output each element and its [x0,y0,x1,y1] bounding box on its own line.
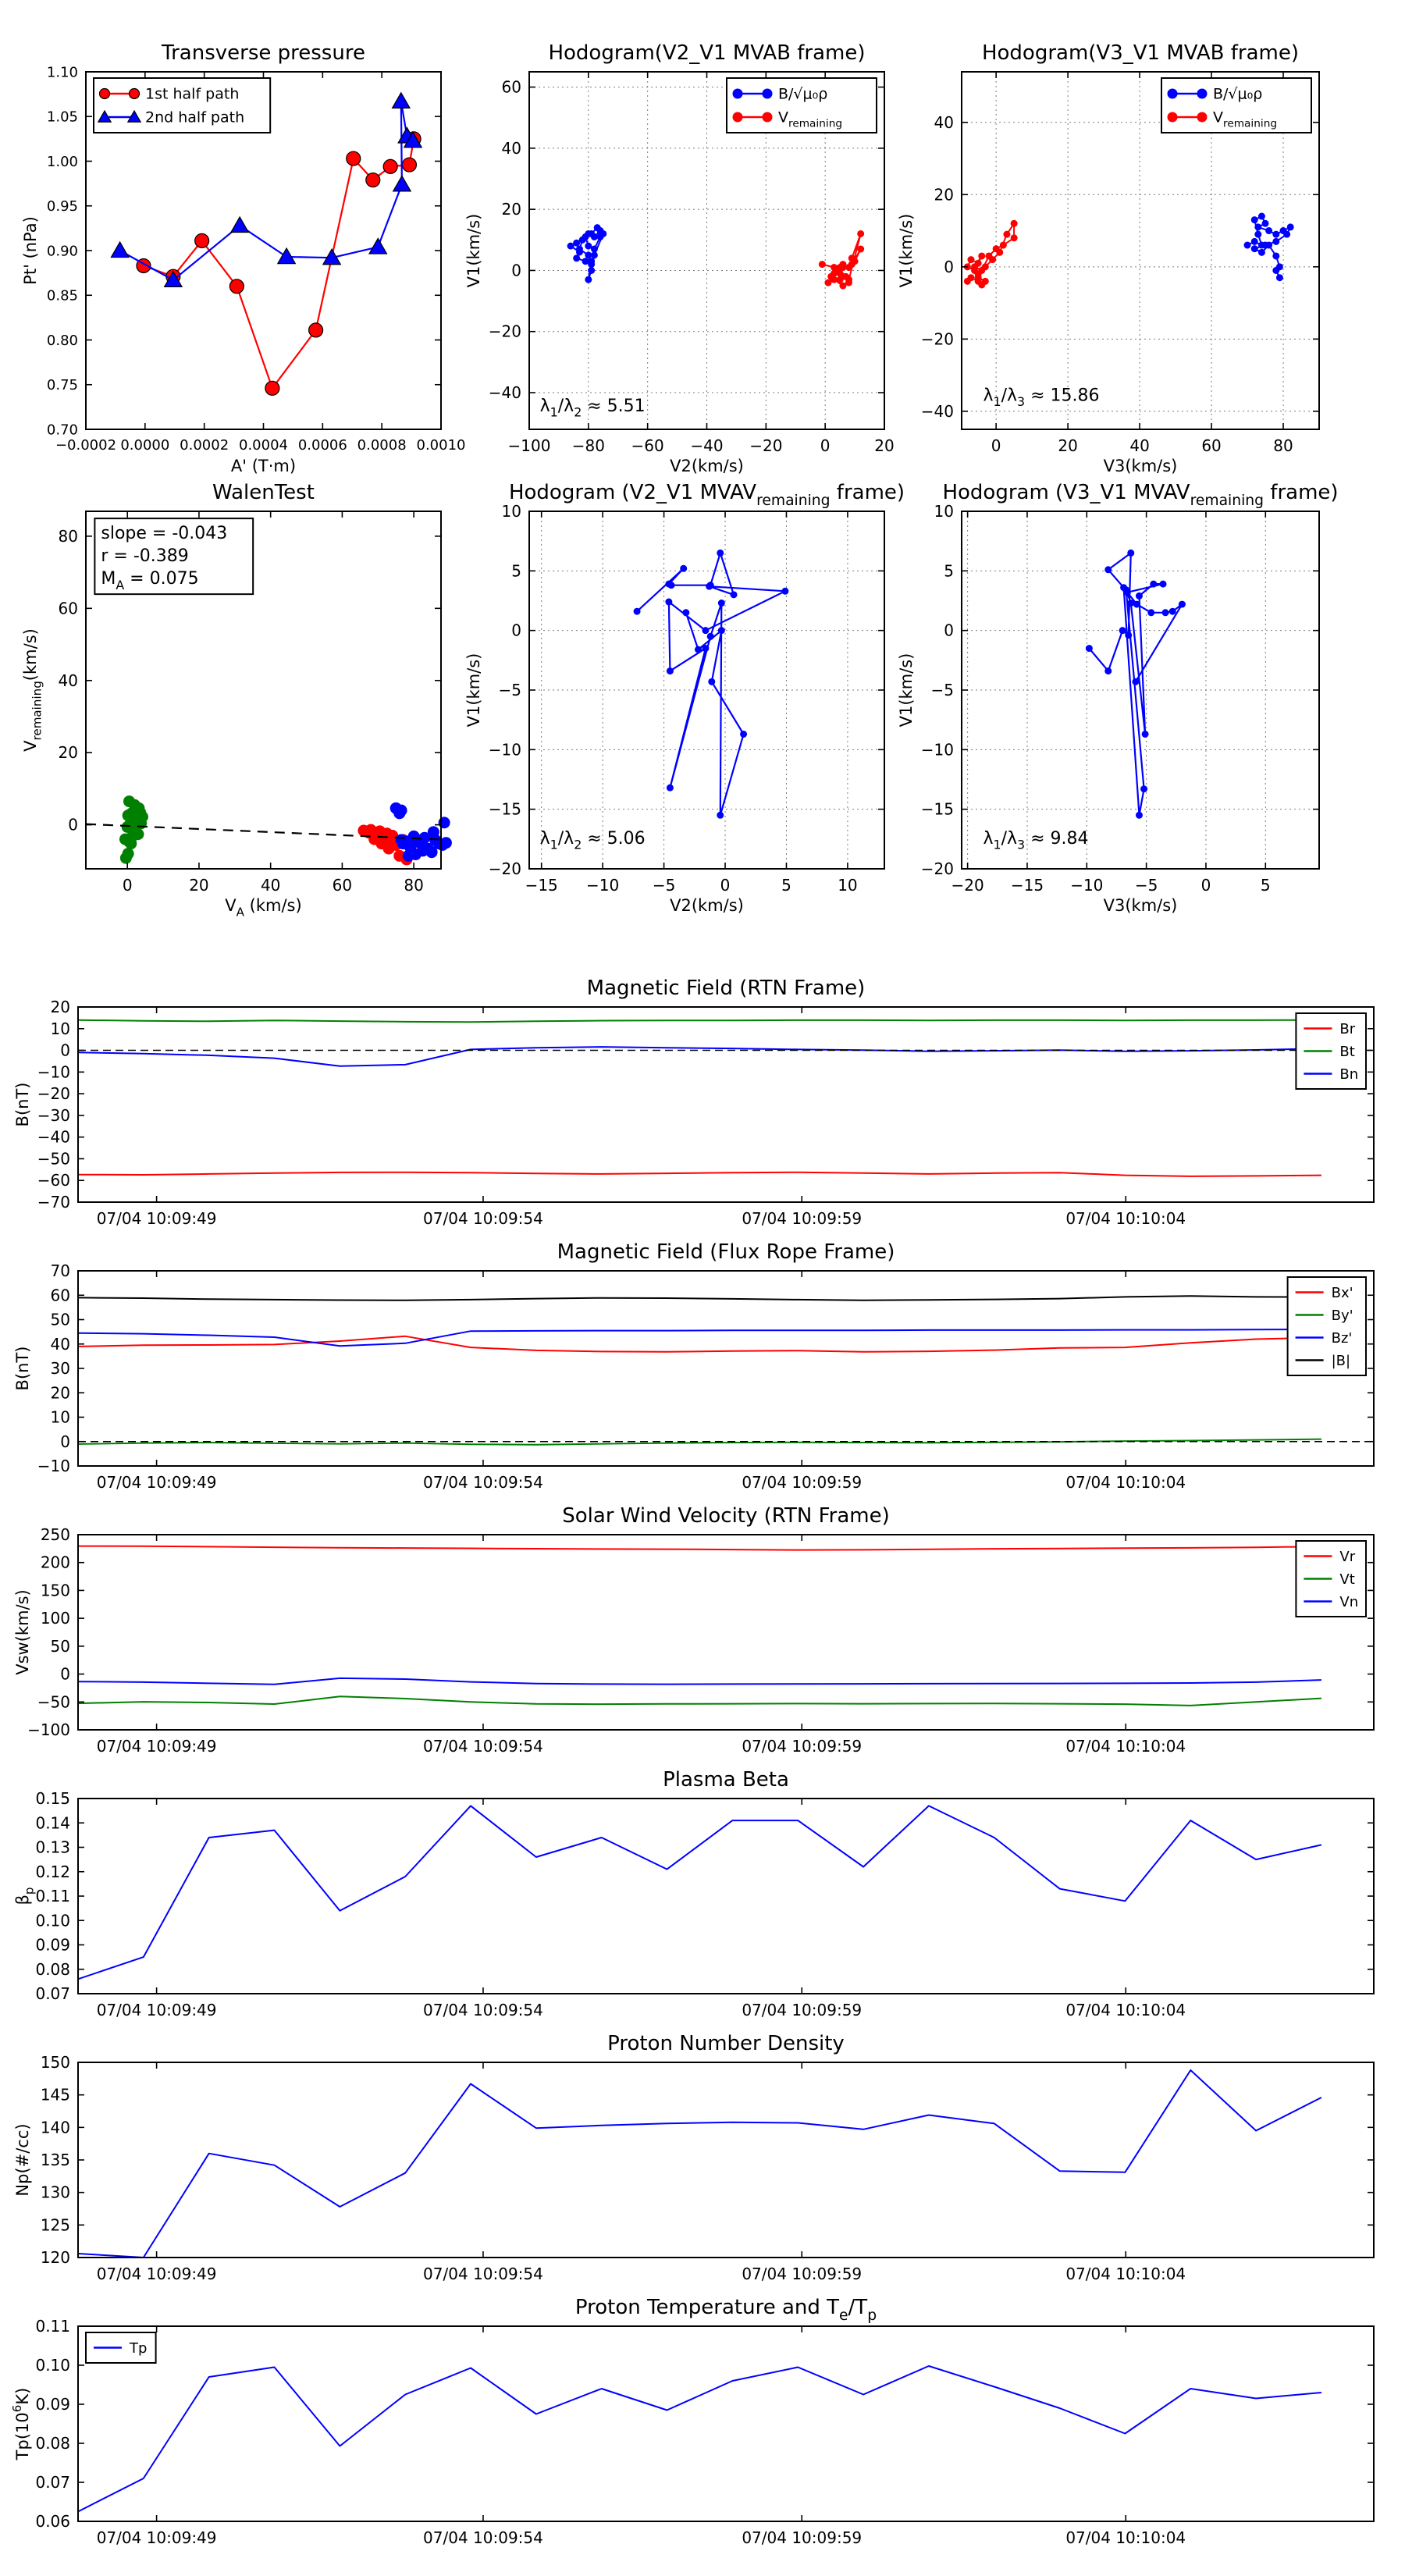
svg-text:07/04 10:10:04: 07/04 10:10:04 [1065,1737,1186,1756]
x-axis-label: V3(km/s) [1103,896,1178,915]
svg-text:5: 5 [1260,876,1271,895]
svg-text:−60: −60 [37,1171,70,1190]
svg-text:−15: −15 [920,799,954,819]
svg-text:0.95: 0.95 [46,198,78,215]
series-v-remaining [964,220,1018,289]
chart-walen-test [8,472,464,920]
svg-text:B/√μ₀ρ: B/√μ₀ρ [778,85,828,103]
y-axis-label: $V_{remaining}(km/s)$ [21,628,44,752]
svg-text:By': By' [1331,1307,1353,1324]
svg-text:r = -0.389: r = -0.389 [101,546,189,567]
chart-hodogram-v2v1-mvab [451,33,908,478]
svg-text:60: 60 [501,77,521,97]
svg-text:0.13: 0.13 [35,1838,70,1857]
chart-title: Hodogram (V3_V1 $MVAV_{remaining}$ frame) [942,481,1339,509]
annotation [983,386,1099,409]
svg-text:|B|: |B| [1331,1352,1351,1369]
svg-text:0: 0 [991,436,1001,455]
svg-text:−20: −20 [37,1084,70,1104]
svg-text:07/04 10:09:59: 07/04 10:09:59 [742,2528,863,2547]
x-axis-label: A' (T·m) [230,457,297,475]
svg-text:07/04 10:09:54: 07/04 10:09:54 [423,2001,543,2019]
svg-text:1.00: 1.00 [46,153,78,170]
svg-text:1.10: 1.10 [46,64,78,81]
svg-text:0.08: 0.08 [35,2434,70,2453]
svg-text:07/04 10:09:49: 07/04 10:09:49 [96,2001,217,2019]
svg-text:0: 0 [60,1041,70,1060]
series-Bn [78,1047,1321,1066]
svg-text:60: 60 [1201,436,1222,455]
series-Br [78,1172,1321,1176]
svg-text:−15: −15 [488,799,521,819]
series-v3v1-path [1086,550,1186,819]
svg-text:−50: −50 [37,1149,70,1169]
chart-title: Transverse pressure [162,41,365,65]
svg-text:140: 140 [40,2118,70,2137]
svg-text:0: 0 [944,257,954,276]
svg-text:07/04 10:10:04: 07/04 10:10:04 [1065,2528,1186,2547]
svg-text:40: 40 [58,671,78,690]
svg-text:40: 40 [501,138,521,158]
svg-text:0.11: 0.11 [35,2317,70,2336]
svg-text:5: 5 [511,561,521,581]
svg-text:0.0006: 0.0006 [297,437,347,454]
svg-text:07/04 10:09:49: 07/04 10:09:49 [96,2265,217,2283]
svg-text:0: 0 [1200,876,1211,895]
y-axis-label: V1(km/s) [897,213,916,288]
svg-text:−10: −10 [1070,876,1104,895]
svg-text:−5: −5 [930,681,954,699]
svg-text:0.09: 0.09 [35,2395,70,2414]
svg-text:0: 0 [720,876,731,895]
svg-text:07/04 10:09:54: 07/04 10:09:54 [423,1209,543,1228]
svg-text:40: 40 [1129,436,1150,455]
svg-text:−10: −10 [37,1457,70,1475]
svg-text:0: 0 [60,1432,70,1451]
series-Tp [78,2366,1321,2512]
y-axis-label: B(nT) [13,1082,32,1127]
svg-text:0.07: 0.07 [35,1984,70,2003]
annotation [540,397,646,420]
svg-text:−40: −40 [690,436,724,455]
svg-text:20: 20 [189,876,209,895]
svg-text:0.0002: 0.0002 [180,437,229,454]
chart-proton-density [0,2023,1397,2306]
svg-text:20: 20 [58,743,78,763]
svg-text:Vt: Vt [1339,1571,1355,1588]
y-axis-label: $Tp(10^6K)$ [10,2387,32,2460]
series-Vr [78,1546,1321,1550]
svg-text:0.70: 0.70 [46,422,78,439]
series-Vt [78,1696,1321,1706]
svg-text:0: 0 [944,621,954,640]
svg-text:−20: −20 [488,322,521,341]
x-axis-label: V3(km/s) [1103,457,1178,475]
svg-text:0.12: 0.12 [35,1862,70,1881]
svg-text:−10: −10 [920,740,954,760]
svg-text:0.09: 0.09 [35,1935,70,1955]
series-v2v1-path [634,550,789,819]
svg-text:20: 20 [50,1383,70,1403]
svg-text:07/04 10:10:04: 07/04 10:10:04 [1065,2265,1186,2283]
svg-text:07/04 10:10:04: 07/04 10:10:04 [1065,2001,1186,2019]
svg-text:07/04 10:09:49: 07/04 10:09:49 [96,1473,217,1492]
chart-title: Solar Wind Velocity (RTN Frame) [562,1504,890,1528]
svg-text:0.10: 0.10 [35,2356,70,2375]
svg-text:10: 10 [501,502,521,521]
svg-text:40: 40 [50,1334,70,1354]
svg-text:−20: −20 [920,329,954,349]
svg-text:20: 20 [1058,436,1078,455]
svg-text:−5: −5 [498,681,521,699]
svg-text:1st half path: 1st half path [145,85,240,103]
legend [86,2332,156,2363]
series-Bx-prime [78,1336,1321,1352]
axes-frame [78,2326,1374,2521]
axes-frame [78,1799,1374,1994]
svg-text:10: 10 [934,502,954,521]
svg-text:Vremaining: $V_{remaining}$ [778,109,843,130]
annotation [540,829,646,852]
svg-text:5: 5 [781,876,791,895]
axes-frame [78,1535,1374,1730]
svg-text:20: 20 [50,998,70,1016]
x-axis-label: $V_A$ (km/s) [225,896,302,920]
series-Bt [78,1020,1321,1023]
svg-text:80: 80 [404,876,424,895]
series-b-alfven [567,224,607,283]
svg-text:60: 60 [50,1286,70,1305]
svg-text:07/04 10:09:54: 07/04 10:09:54 [423,1737,543,1756]
svg-text:5: 5 [944,561,954,581]
svg-text:07/04 10:09:59: 07/04 10:09:59 [742,1209,863,1228]
svg-text:Vr: Vr [1339,1548,1356,1565]
svg-text:−20: −20 [488,859,521,878]
svg-text:07/04 10:09:59: 07/04 10:09:59 [742,1473,863,1492]
svg-text:−0.0002: −0.0002 [55,437,117,454]
chart-magnetic-field-fluxrope [0,1232,1397,1514]
x-axis-label: V2(km/s) [670,896,744,915]
svg-text:10: 10 [838,876,858,895]
svg-text:1.05: 1.05 [46,109,78,126]
chart-solar-wind-velocity [0,1496,1397,1778]
svg-text:07/04 10:09:49: 07/04 10:09:49 [96,1209,217,1228]
y-axis-label: Vsw(km/s) [13,1589,32,1675]
svg-text:0: 0 [511,261,521,280]
y-axis-label: V1(km/s) [897,653,916,728]
svg-text:100: 100 [40,1609,70,1628]
svg-text:20: 20 [501,200,521,219]
svg-text:−15: −15 [1010,876,1044,895]
svg-text:Bn: Bn [1339,1066,1359,1083]
svg-text:20: 20 [874,436,895,455]
svg-text:−100: −100 [27,1720,70,1739]
svg-text:−70: −70 [37,1193,70,1212]
y-axis-label: B(nT) [13,1346,32,1391]
svg-text:0.0010: 0.0010 [416,437,466,454]
svg-text:λ1/λ3 ≈ 9.84: $\lambda_1/\lambda_3 \approx 9.84$ [983,828,1089,852]
svg-text:20: 20 [934,185,954,205]
svg-text:−40: −40 [488,383,521,403]
svg-text:40: 40 [934,112,954,132]
svg-text:0.10: 0.10 [35,1911,70,1930]
y-axis-label: Pt' (nPa) [21,216,40,285]
svg-text:−10: −10 [488,740,521,760]
chart-title: Proton Number Density [607,2032,845,2055]
chart-transverse-pressure [8,33,464,478]
series-B-magnitude [78,1296,1321,1300]
svg-text:−10: −10 [37,1062,70,1082]
chart-title: Proton Temperature and $T_e/T_p$ [574,2296,877,2324]
svg-text:80: 80 [58,526,78,546]
svg-text:150: 150 [40,2053,70,2072]
svg-text:0: 0 [60,1664,70,1684]
chart-title: Magnetic Field (Flux Rope Frame) [557,1240,895,1264]
svg-text:slope = -0.043: slope = -0.043 [101,524,228,544]
svg-text:125: 125 [40,2215,70,2235]
svg-text:−20: −20 [951,876,984,895]
svg-text:−30: −30 [37,1105,70,1125]
svg-text:30: 30 [50,1359,70,1378]
svg-text:07/04 10:09:59: 07/04 10:09:59 [742,2001,863,2019]
chart-hodogram-v3v1-mvab [884,33,1343,478]
svg-text:Br: Br [1339,1020,1356,1037]
svg-text:−60: −60 [631,436,664,455]
series-b-alfven [1244,213,1294,282]
svg-text:07/04 10:09:54: 07/04 10:09:54 [423,2528,543,2547]
chart-plasma-beta [0,1759,1397,2042]
chart-hodogram-v3v1-mvav [884,472,1343,917]
svg-text:λ1/λ3 ≈ 15.86: $\lambda_1/\lambda_3 \approx 15.86$ [983,386,1100,409]
legend [1296,1013,1366,1089]
series-Vn [78,1678,1321,1685]
svg-text:0.75: 0.75 [46,377,78,394]
svg-text:0.06: 0.06 [35,2512,70,2531]
svg-text:0: 0 [511,621,521,640]
svg-text:0.11: 0.11 [35,1887,70,1905]
svg-text:0.0004: 0.0004 [239,437,288,454]
svg-text:200: 200 [40,1553,70,1572]
svg-text:0.80: 0.80 [46,332,78,349]
svg-text:70: 70 [50,1261,70,1280]
svg-text:Tp: Tp [130,2339,148,2357]
svg-text:0.07: 0.07 [35,2473,70,2492]
annotation [94,518,253,594]
svg-text:80: 80 [1273,436,1293,455]
svg-text:−5: −5 [1134,876,1158,895]
chart-magnetic-field-rtn [0,968,1397,1251]
svg-text:07/04 10:10:04: 07/04 10:10:04 [1065,1209,1186,1228]
legend [1288,1277,1366,1375]
chart-title: Hodogram(V3_V1 MVAB frame) [981,41,1300,65]
svg-text:−50: −50 [37,1692,70,1712]
svg-text:07/04 10:09:59: 07/04 10:09:59 [742,2265,863,2283]
svg-text:Vremaining: $V_{remaining}$ [1213,109,1278,130]
series-beta [78,1806,1321,1979]
legend [1161,78,1311,133]
svg-text:0.15: 0.15 [35,1789,70,1808]
chart-title: Hodogram(V2_V1 MVAB frame) [548,41,866,65]
series-Np [78,2070,1321,2258]
svg-text:60: 60 [58,599,78,618]
svg-text:10: 10 [50,1407,70,1427]
svg-text:0: 0 [68,815,78,834]
svg-text:−40: −40 [37,1127,70,1147]
svg-text:−100: −100 [507,436,551,455]
svg-text:07/04 10:09:54: 07/04 10:09:54 [423,1473,543,1492]
chart-proton-temperature [0,2287,1397,2570]
svg-text:40: 40 [260,876,281,895]
svg-text:Bx': Bx' [1331,1284,1353,1301]
chart-hodogram-v2v1-mvav [451,472,908,917]
svg-text:0: 0 [122,876,133,895]
svg-text:λ1/λ2 ≈ 5.06: $\lambda_1/\lambda_2 \approx 5.06$ [539,828,646,852]
chart-title: WalenTest [212,481,315,504]
chart-title: Magnetic Field (RTN Frame) [586,977,866,1000]
axes-frame [78,2062,1374,2258]
svg-text:07/04 10:09:54: 07/04 10:09:54 [423,2265,543,2283]
svg-text:50: 50 [50,1310,70,1329]
svg-text:−80: −80 [571,436,605,455]
annotation [983,829,1088,852]
series-Bz-prime [78,1329,1321,1346]
legend [94,78,270,133]
svg-text:07/04 10:10:04: 07/04 10:10:04 [1065,1473,1186,1492]
svg-text:0.0008: 0.0008 [357,437,407,454]
svg-text:07/04 10:09:49: 07/04 10:09:49 [96,1737,217,1756]
svg-text:10: 10 [50,1019,70,1038]
chart-title: Hodogram (V2_V1 $MVAV_{remaining}$ frame) [508,481,905,509]
legend [727,78,877,133]
x-axis-label: V2(km/s) [670,457,744,475]
y-axis-label: $\beta_p$ [13,1887,37,1905]
y-axis-label: V1(km/s) [464,213,483,288]
svg-text:−20: −20 [920,859,954,878]
svg-text:−5: −5 [652,876,676,895]
svg-text:−20: −20 [749,436,783,455]
svg-text:2nd half path: 2nd half path [145,109,245,126]
svg-text:0.08: 0.08 [35,1959,70,1979]
svg-text:0.85: 0.85 [46,287,78,304]
svg-text:−15: −15 [525,876,558,895]
svg-text:Bz': Bz' [1331,1329,1353,1347]
svg-text:MA = 0.075: $M_A = 0.075$ [101,569,199,592]
svg-text:Bt: Bt [1339,1043,1355,1060]
svg-text:0.0000: 0.0000 [120,437,170,454]
svg-text:250: 250 [40,1525,70,1544]
axes-frame [529,511,884,869]
svg-text:0.90: 0.90 [46,243,78,260]
svg-text:−10: −10 [586,876,620,895]
svg-text:λ1/λ2 ≈ 5.51: $\lambda_1/\lambda_2 \approx 5.51$ [539,397,646,420]
svg-text:07/04 10:09:49: 07/04 10:09:49 [96,2528,217,2547]
svg-text:0: 0 [820,436,831,455]
svg-text:145: 145 [40,2085,70,2105]
svg-text:135: 135 [40,2151,70,2169]
svg-text:120: 120 [40,2248,70,2267]
series-cluster-green [119,795,148,864]
svg-text:130: 130 [40,2183,70,2202]
y-axis-label: V1(km/s) [464,653,483,728]
svg-text:50: 50 [50,1636,70,1656]
chart-title: Plasma Beta [663,1768,789,1791]
svg-text:−40: −40 [920,401,954,421]
svg-text:B/√μ₀ρ: B/√μ₀ρ [1213,85,1263,103]
legend [1296,1541,1366,1617]
y-axis-label: Np(#/cc) [13,2123,32,2197]
svg-text:150: 150 [40,1581,70,1600]
svg-text:07/04 10:09:59: 07/04 10:09:59 [742,1737,863,1756]
svg-text:0.14: 0.14 [35,1813,70,1833]
svg-text:60: 60 [332,876,353,895]
svg-text:Vn: Vn [1339,1593,1359,1610]
